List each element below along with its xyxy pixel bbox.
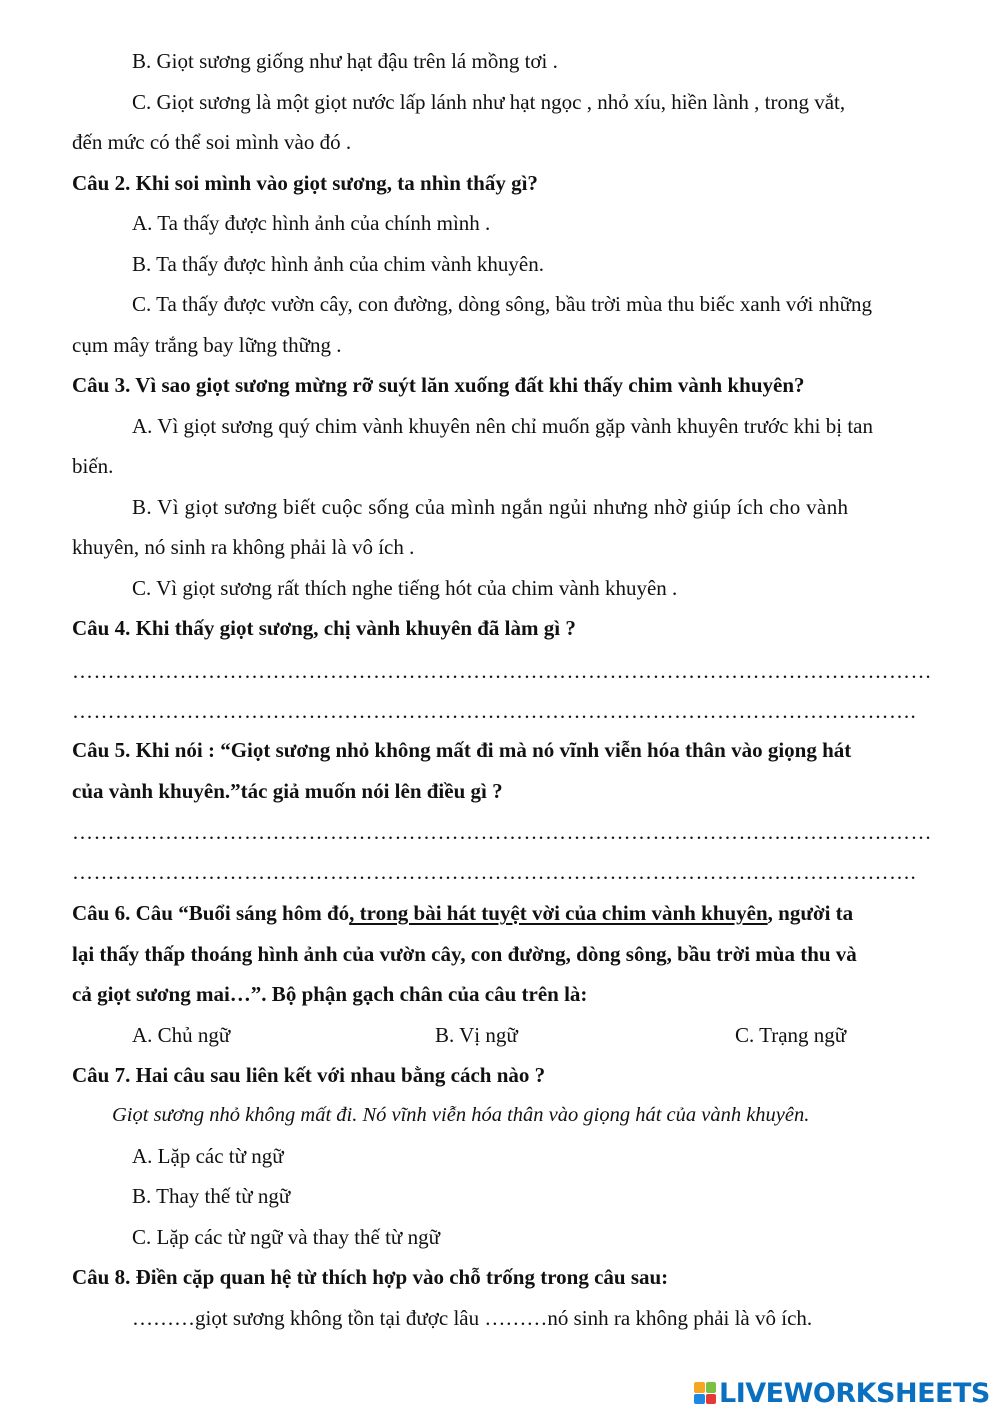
question-2-title: Câu 2. Khi soi mình vào giọt sương, ta nhìn thấy gì? xyxy=(72,171,538,195)
q3-option-b-cont: khuyên, nó sinh ra không phải là vô ích . xyxy=(72,535,415,559)
liveworksheets-logo-icon xyxy=(694,1382,716,1404)
q1-option-c: C. Giọt sương là một giọt nước lấp lánh như hạt ngọc , nhỏ xíu, hiền lành , trong vắt, xyxy=(132,90,846,114)
question-4-title: Câu 4. Khi thấy giọt sương, chị vành khuyên đã làm gì ? xyxy=(72,616,576,640)
q2-option-c: C. Ta thấy được vườn cây, con đường, dòng sông, bầu trời mùa thu biếc xanh với những xyxy=(132,292,872,316)
q1-option-c-cont: đến mức có thể soi mình vào đó . xyxy=(72,130,352,154)
q2-option-b: B. Ta thấy được hình ảnh của chim vành khuyên. xyxy=(132,252,544,276)
q7-example-sentence: Giọt sương nhỏ không mất đi. Nó vĩnh viễn hóa thân vào giọng hát của vành khuyên. xyxy=(112,1104,810,1126)
q3-option-c: C. Vì giọt sương rất thích nghe tiếng hót của chim vành khuyên . xyxy=(132,576,678,600)
q4-answer-line-1[interactable]: ………………………………………………………………………………………………………… xyxy=(72,659,932,683)
q3-option-a: A. Vì giọt sương quý chim vành khuyên nên chỉ muốn gặp vành khuyên trước khi bị tan xyxy=(132,414,873,438)
q5-answer-line-2[interactable]: ………………………………………………………………………………………………………. xyxy=(72,860,917,884)
q6-option-b[interactable]: B. Vị ngữ xyxy=(435,1023,518,1047)
q3-option-a-cont: biến. xyxy=(72,454,114,478)
question-3-title: Câu 3. Vì sao giọt sương mừng rỡ suýt lăn xuống đất khi thấy chim vành khuyên? xyxy=(72,373,805,397)
q6-option-a[interactable]: A. Chủ ngữ xyxy=(132,1023,231,1047)
q8-text-2: nó sinh ra không phải là vô ích. xyxy=(547,1306,813,1330)
q7-option-a[interactable]: A. Lặp các từ ngữ xyxy=(132,1144,284,1168)
q5-answer-line-1[interactable]: ………………………………………………………………………………………………………… xyxy=(72,820,932,844)
question-5-title-cont: của vành khuyên.”tác giả muốn nói lên điều gì ? xyxy=(72,779,503,803)
q7-option-b[interactable]: B. Thay thế từ ngữ xyxy=(132,1184,291,1208)
q4-answer-line-2[interactable]: ………………………………………………………………………………………………………. xyxy=(72,699,917,723)
question-6-title-line-2: lại thấy thấp thoáng hình ảnh của vườn cây, con đường, dòng sông, bầu trời mùa thu và xyxy=(72,942,857,966)
q6-text-pre: Câu 6. Câu “Buổi sáng hôm đó xyxy=(72,901,350,925)
liveworksheets-logo xyxy=(694,1378,990,1408)
q8-text-1: giọt sương không tồn tại được lâu xyxy=(195,1306,485,1330)
liveworksheets-logo-text: LIVEWORKSHEETS xyxy=(719,1377,990,1409)
question-7-title: Câu 7. Hai câu sau liên kết với nhau bằng cách nào ? xyxy=(72,1063,546,1087)
q2-option-a: A. Ta thấy được hình ảnh của chính mình . xyxy=(132,211,491,235)
q8-sentence xyxy=(132,1304,812,1332)
q6-underlined-phrase: , trong bài hát tuyệt vời của chim vành khuyên xyxy=(349,901,768,925)
question-5-title: Câu 5. Khi nói : “Giọt sương nhỏ không mất đi mà nó vĩnh viễn hóa thân vào giọng hát xyxy=(72,738,852,762)
q8-blank-1[interactable]: ……… xyxy=(132,1306,195,1330)
q3-option-b: B. Vì giọt sương biết cuộc sống của mình ngắn ngủi nhưng nhờ giúp ích cho vành xyxy=(132,495,849,519)
q7-option-c[interactable]: C. Lặp các từ ngữ và thay thế từ ngữ xyxy=(132,1225,440,1249)
q6-text-post: , người ta xyxy=(767,901,854,925)
q1-option-b: B. Giọt sương giống như hạt đậu trên lá mồng tơi . xyxy=(132,49,558,73)
question-6-title-line-3: cả giọt sương mai…”. Bộ phận gạch chân của câu trên là: xyxy=(72,982,588,1006)
q2-option-c-cont: cụm mây trắng bay lững thững . xyxy=(72,333,342,357)
q8-blank-2[interactable]: ……… xyxy=(484,1306,548,1330)
question-8-title: Câu 8. Điền cặp quan hệ từ thích hợp vào chỗ trống trong câu sau: xyxy=(72,1265,669,1289)
q6-option-c[interactable]: C. Trạng ngữ xyxy=(735,1023,847,1047)
question-6-title xyxy=(72,899,853,927)
